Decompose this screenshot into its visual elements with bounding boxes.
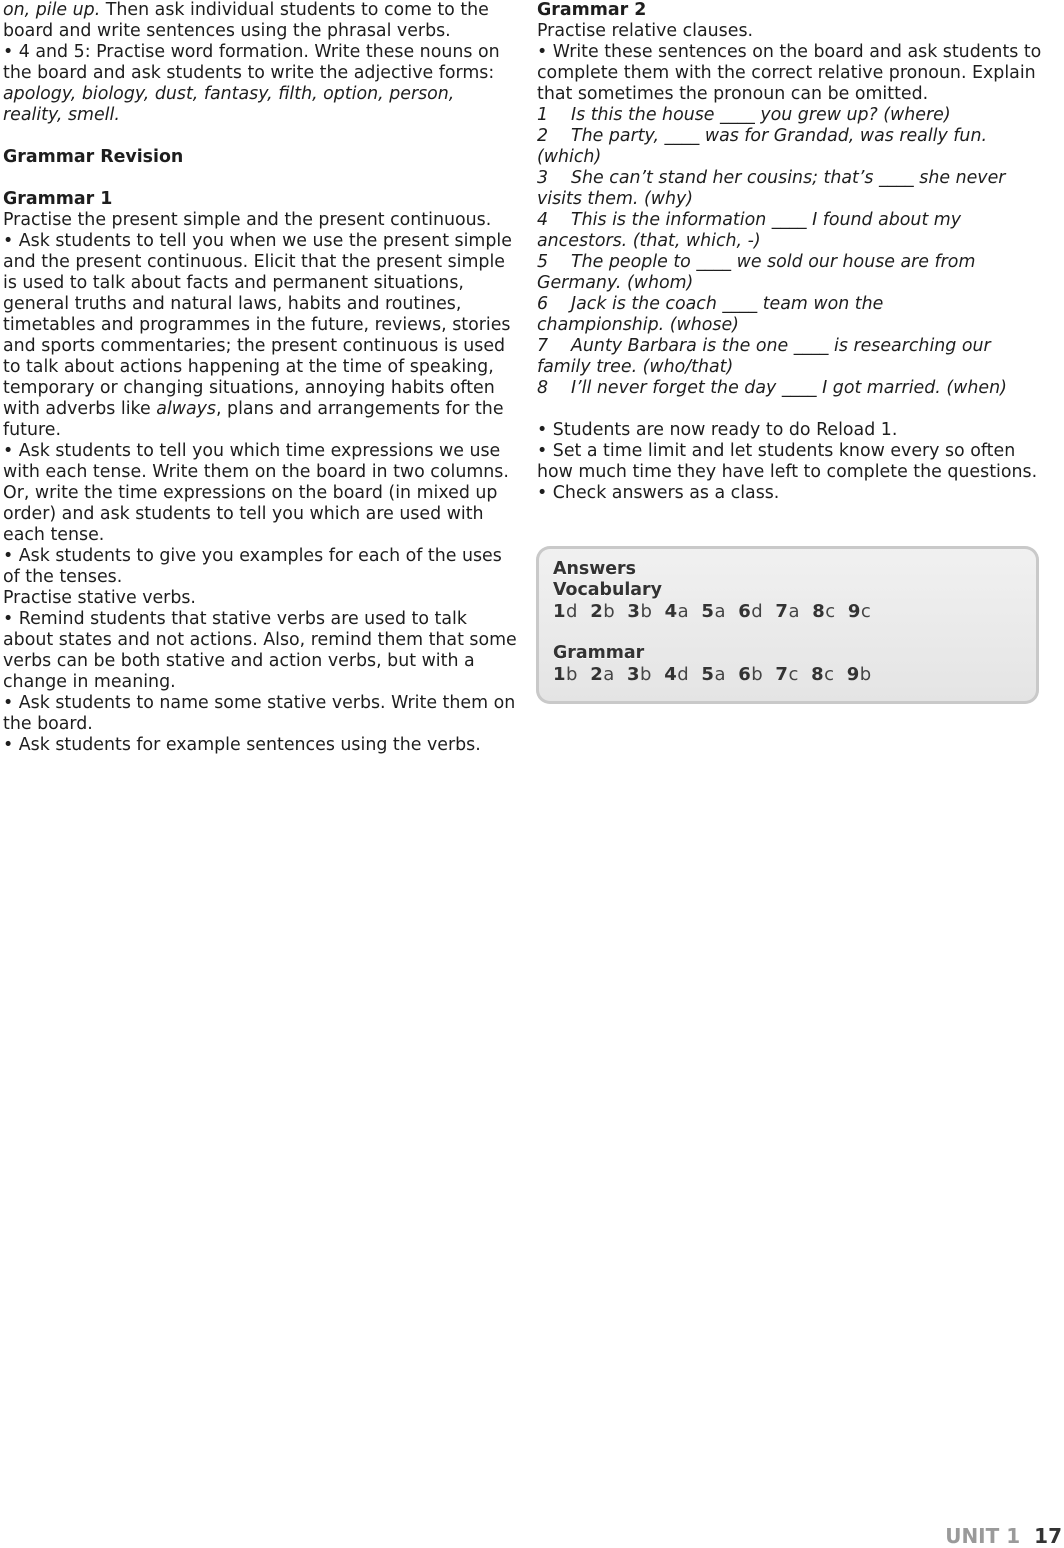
exercise-item: 3 She can’t stand her cousins; that’s ____ she never visits them. (why)	[537, 168, 1006, 209]
exercise-item: 7 Aunty Barbara is the one ____ is researching our family tree. (who/that)	[537, 336, 991, 377]
vocabulary-answers	[553, 601, 1039, 622]
grammar-2-intro: Practise relative clauses.	[537, 21, 754, 41]
exercise-item: 8 I’ll never forget the day ____ I got married. (when)	[537, 378, 1007, 398]
answer-item: 1d	[553, 601, 578, 622]
relative-clauses-bullet: • Write these sentences on the board and ask students to complete them with the correct relative pronoun. Explain that sometimes the pronoun can be omitted.	[537, 42, 1042, 104]
page-footer	[945, 1524, 1062, 1548]
answer-item: 8c	[812, 601, 836, 622]
stative-name-bullet: • Ask students to name some stative verbs. Write them on the board.	[3, 693, 516, 734]
grammar-1-heading: Grammar 1	[3, 189, 113, 209]
answers-box	[536, 546, 1039, 704]
answer-item: 2a	[590, 664, 615, 685]
tenses-text: • Ask students to tell you when we use the present simple and the present continuous. Elicit that the present simple is used to talk about facts and permanent situations, general truths and natural laws, habits and routines, timetables and programmes in the future, reviews, stories and sports commentaries; the present continuous is used to talk about actions happening at the time of speaking, temporary or changing situations, annoying habits often with adverbs like	[3, 231, 512, 419]
exercise-item: 2 The party, ____ was for Grandad, was really fun. (which)	[537, 126, 987, 167]
exercise-item: 1 Is this the house ____ you grew up? (where)	[537, 105, 951, 125]
reload-bullet: • Students are now ready to do Reload 1.	[537, 420, 898, 440]
answer-item: 7a	[775, 601, 800, 622]
answers-title: Answers	[553, 559, 636, 579]
grammar-1-intro: Practise the present simple and the present continuous.	[3, 210, 492, 230]
continued-text: Then ask individual students to come to the board and write sentences using the phrasal verbs.	[3, 0, 489, 41]
answer-item: 8c	[811, 664, 835, 685]
exercise-item: 5 The people to ____ we sold our house are from Germany. (whom)	[537, 252, 976, 293]
answer-item: 2b	[590, 601, 616, 622]
answer-item: 9b	[846, 664, 872, 685]
exercise-list	[537, 105, 1052, 399]
vocabulary-title: Vocabulary	[553, 580, 662, 600]
tenses-bullet	[3, 231, 518, 441]
answer-item: 5a	[701, 664, 726, 685]
answer-item: 3b	[627, 601, 653, 622]
grammar-answers-title: Grammar	[553, 643, 645, 663]
answer-item: 6d	[738, 601, 764, 622]
stative-remind-bullet: • Remind students that stative verbs are used to talk about states and not actions. Also, remind them that some verbs can be both stative and action verbs, but with a change in meaning.	[3, 609, 517, 692]
answer-item: 4d	[664, 664, 690, 685]
time-expressions-bullet: • Ask students to tell you which time expressions we use with each tense. Write them on the board in two columns. Or, write the time expressions on the board (in mixed up order) and ask students to tell you which are used with each tense.	[3, 441, 509, 545]
always-word: always	[156, 399, 216, 419]
page-number: 17	[1034, 1524, 1062, 1548]
stative-intro: Practise stative verbs.	[3, 588, 196, 608]
answer-item: 9c	[847, 601, 872, 622]
exercise-item: 4 This is the information ____ I found about my ancestors. (that, which, -)	[537, 210, 962, 251]
answer-item: 3b	[627, 664, 652, 685]
unit-label: UNIT 1	[945, 1524, 1021, 1548]
tenses-text-end: , plans and arrangements for the future.	[3, 399, 504, 440]
word-formation-nouns: apology, biology, dust, fantasy, filth, option, person, reality, smell.	[3, 84, 455, 125]
left-column	[3, 0, 518, 756]
answer-item: 5a	[701, 601, 726, 622]
time-limit-bullet: • Set a time limit and let students know every so often how much time they have left to complete the questions.	[537, 441, 1038, 482]
grammar-answers	[553, 664, 1039, 685]
grammar-2-heading: Grammar 2	[537, 0, 647, 20]
phrasal-verbs-end: on, pile up.	[3, 0, 101, 20]
right-column	[537, 0, 1052, 504]
answer-item: 7c	[775, 664, 799, 685]
stative-sentences-bullet: • Ask students for example sentences using the verbs.	[3, 735, 481, 755]
word-formation-text: • 4 and 5: Practise word formation. Write these nouns on the board and ask students to write the adjective forms:	[3, 42, 500, 83]
answer-item: 4a	[664, 601, 690, 622]
grammar-revision-heading: Grammar Revision	[3, 147, 184, 167]
check-answers-bullet: • Check answers as a class.	[537, 483, 780, 503]
examples-bullet: • Ask students to give you examples for each of the uses of the tenses.	[3, 546, 502, 587]
word-formation-bullet	[3, 42, 518, 126]
continued-paragraph	[3, 0, 518, 42]
answer-item: 1b	[553, 664, 578, 685]
exercise-item: 6 Jack is the coach ____ team won the championship. (whose)	[537, 294, 884, 335]
answer-item: 6b	[738, 664, 764, 685]
